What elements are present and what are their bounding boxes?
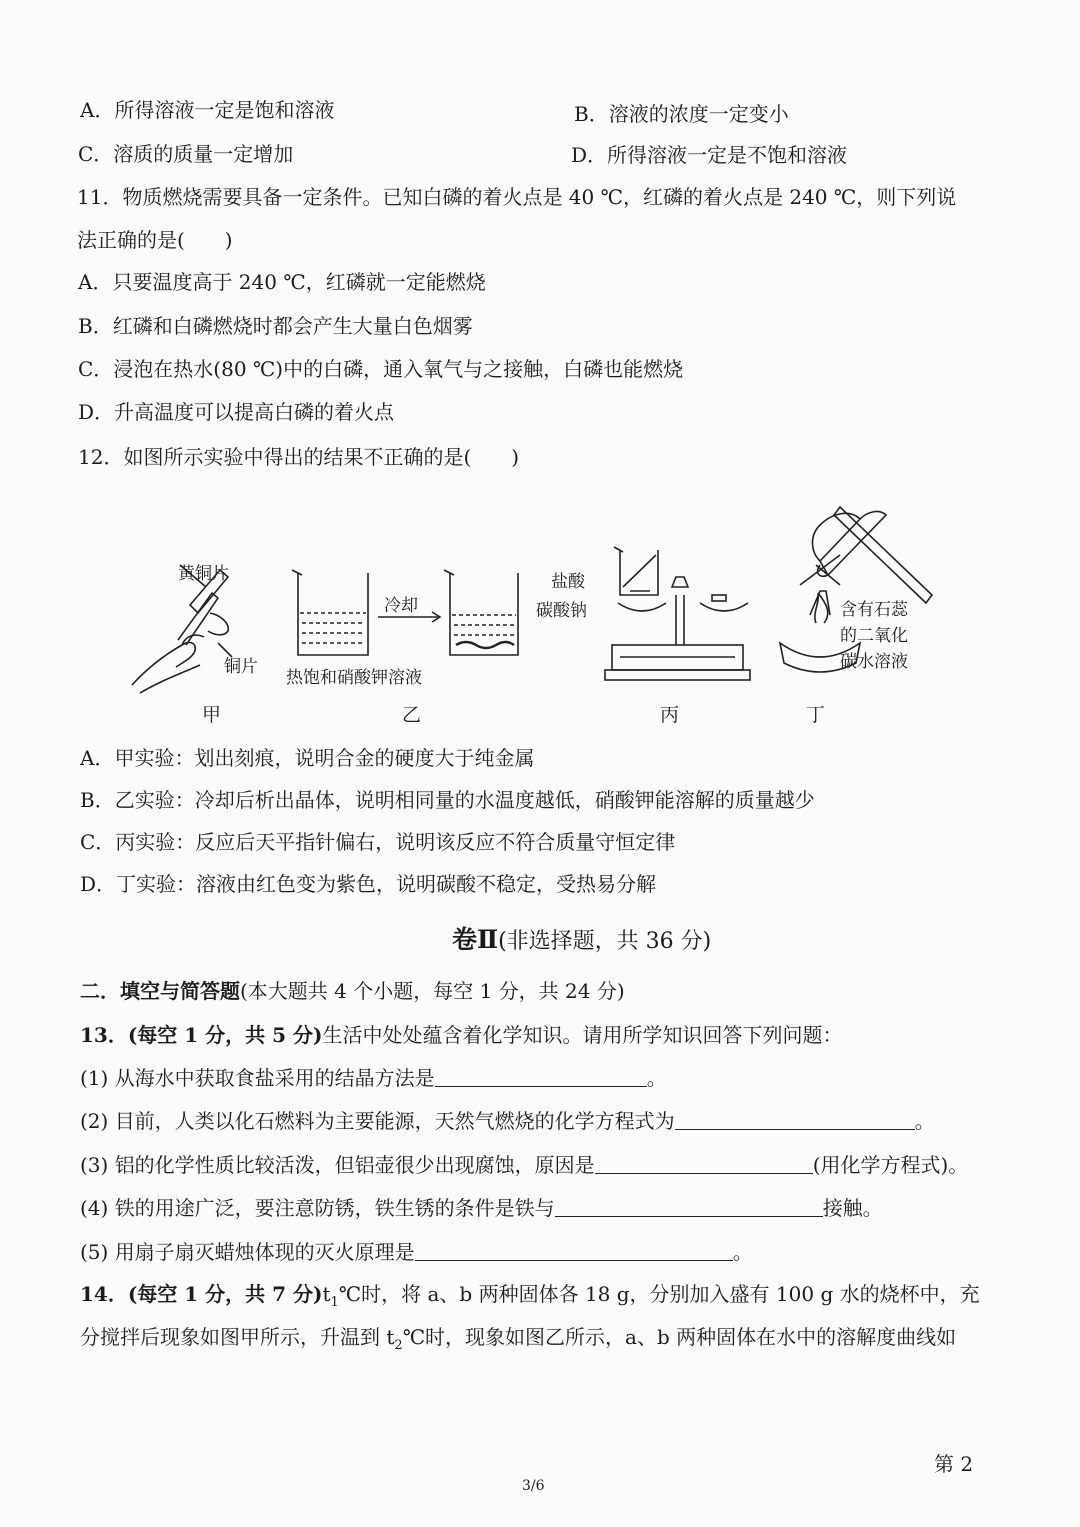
q14-line1-b: ℃时，将 a、b 两种固体各 18 g，分别加入盛有 100 g 水的烧杯中，充: [338, 1282, 980, 1306]
q13-part3-end: (用化学方程式)。: [812, 1153, 969, 1177]
caption-yi: 乙: [402, 704, 422, 726]
q13-part3-blank[interactable]: [595, 1155, 813, 1174]
q13-part2-text: (2) 目前，人类以化石燃料为主要能源，天然气燃烧的化学方程式为: [80, 1109, 675, 1133]
q14-line2-a: 分搅拌后现象如图甲所示，升温到 t: [80, 1325, 395, 1349]
label-brass: 黄铜片: [178, 564, 229, 584]
q14-line2-sub: 2: [394, 1338, 403, 1353]
q10-option-d: D．所得溶液一定是不饱和溶液: [571, 143, 848, 167]
section2-title-bold: 卷Ⅱ: [452, 925, 499, 954]
q13-part1-blank[interactable]: [435, 1068, 647, 1087]
label-litmus-line2: 的二氧化: [840, 626, 908, 646]
caption-ding: 丁: [806, 704, 826, 726]
section2-heading-rest: (本大题共 4 个小题，每空 1 分，共 24 分): [240, 979, 625, 1003]
q12-option-b: B．乙实验：冷却后析出晶体，说明相同量的水温度越低，硝酸钾能溶解的质量越少: [80, 788, 815, 812]
q11-option-a: A．只要温度高于 240 ℃，红磷就一定能燃烧: [78, 270, 486, 294]
corner-page-text: 第 2: [934, 1452, 974, 1476]
q13-part5: [80, 1238, 753, 1266]
q13-part3-text: (3) 铝的化学性质比较活泼，但铝壶很少出现腐蚀，原因是: [80, 1153, 595, 1177]
q13-part5-text: (5) 用扇子扇灭蜡烛体现的灭火原理是: [80, 1240, 415, 1264]
q12-option-d: D．丁实验：溶液由红色变为紫色，说明碳酸不稳定，受热易分解: [80, 872, 657, 896]
q14-line2-b: ℃时，现象如图乙所示，a、b 两种固体在水中的溶解度曲线如: [402, 1325, 957, 1349]
section2-title: [452, 920, 711, 956]
q11-option-c: C．浸泡在热水(80 ℃)中的白磷，通入氧气与之接触，白磷也能燃烧: [78, 357, 684, 381]
q10-option-c: C．溶质的质量一定增加: [78, 142, 294, 166]
label-cool: 冷却: [384, 596, 418, 616]
page-number: 3/6: [522, 1478, 545, 1494]
q12-stem: 12．如图所示实验中得出的结果不正确的是( ): [78, 445, 520, 469]
q14-line1-sub: 1: [330, 1295, 339, 1310]
caption-bing: 丙: [660, 704, 680, 726]
q13-part2: [80, 1107, 935, 1135]
q13-part3: [80, 1151, 968, 1179]
experiment-figure: [120, 495, 980, 730]
q13-part2-blank[interactable]: [675, 1111, 915, 1130]
q13-stem-bold: 13．(每空 1 分，共 5 分): [80, 1023, 323, 1047]
q10-option-b: B．溶液的浓度一定变小: [574, 102, 789, 126]
section2-heading: [80, 977, 625, 1005]
q13-part1-end: 。: [646, 1066, 667, 1090]
label-hydrochloric-acid: 盐酸: [551, 572, 585, 592]
q13-stem-rest: 生活中处处蕴含着化学知识。请用所学知识回答下列问题：: [322, 1023, 843, 1047]
q11-option-d: D．升高温度可以提高白磷的着火点: [78, 400, 395, 424]
label-copper: 铜片: [224, 657, 258, 677]
q11-stem-line1: 11．物质燃烧需要具备一定条件。已知白磷的着火点是 40 ℃，红磷的着火点是 240 ℃，则下列说: [77, 185, 957, 209]
q11-option-b: B．红磷和白磷燃烧时都会产生大量白色烟雾: [78, 314, 473, 338]
q13-part4-end: 接触。: [822, 1196, 883, 1220]
q14-stem-bold: 14．(每空 1 分，共 7 分): [80, 1282, 323, 1306]
q13-part1-text: (1) 从海水中获取食盐采用的结晶方法是: [80, 1066, 435, 1090]
label-sodium-carbonate: 碳酸钠: [536, 601, 587, 621]
label-kno3-solution: 热饱和硝酸钾溶液: [286, 668, 422, 688]
q11-stem-line2: 法正确的是( ): [77, 228, 233, 252]
q13-part4-blank[interactable]: [555, 1198, 823, 1217]
section2-heading-bold: 二．填空与简答题: [80, 979, 240, 1003]
q13-part1: [80, 1064, 667, 1092]
caption-jia: 甲: [202, 704, 222, 726]
q12-option-a: A．甲实验：划出刻痕，说明合金的硬度大于纯金属: [80, 746, 535, 770]
q10-option-a: A．所得溶液一定是饱和溶液: [80, 98, 335, 122]
q14-line1-a: t: [322, 1282, 331, 1306]
q13-stem: [80, 1021, 842, 1049]
q12-option-c: C．丙实验：反应后天平指针偏右，说明该反应不符合质量守恒定律: [80, 830, 676, 854]
label-litmus-line1: 含有石蕊: [840, 600, 908, 620]
label-litmus-line3: 碳水溶液: [840, 652, 908, 672]
bing-balance: [605, 547, 750, 680]
q13-part4: [80, 1194, 883, 1222]
q13-part2-end: 。: [914, 1109, 935, 1133]
section2-title-rest: (非选择题，共 36 分): [498, 929, 712, 954]
q13-part5-blank[interactable]: [415, 1242, 733, 1261]
q14-line1: [80, 1280, 980, 1317]
q14-line2: [80, 1323, 956, 1360]
q13-part4-text: (4) 铁的用途广泛，要注意防锈，铁生锈的条件是铁与: [80, 1196, 555, 1220]
jia-scratch-illustration: [132, 565, 232, 693]
q13-part5-end: 。: [732, 1240, 753, 1264]
